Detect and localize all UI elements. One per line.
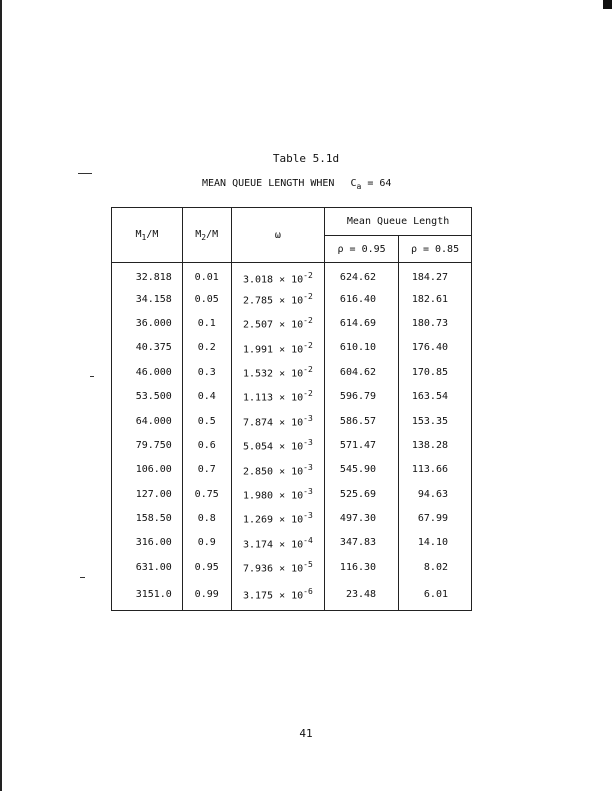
cell-queue-095: 616.40 [325,287,399,311]
condition-variable: $C_a$ [350,178,362,191]
header-m2: $M_2/M$ [182,208,231,263]
cell-m2: 0.4 [182,384,231,408]
cell-queue-085: 170.85 [399,360,472,384]
table-subtitle [202,178,391,191]
scan-edge-line [0,0,2,791]
table-row [112,409,472,433]
cell-queue-085: 138.28 [399,433,472,457]
table-row [112,263,472,287]
cell-m2: 0.95 [182,555,231,579]
cell-queue-095: 347.83 [325,531,399,555]
cell-queue-095: 497.30 [325,506,399,530]
table-row [112,506,472,530]
table-row [112,287,472,311]
cell-omega: $1.980 \times 10^{-3}$ [231,482,325,506]
cell-queue-095: 610.10 [325,336,399,360]
queue-length-table [111,207,472,618]
header-mean-queue-length: Mean Queue Length [325,208,472,236]
header-rho-085: ρ = 0.85 [399,236,472,263]
subtitle-text: MEAN QUEUE LENGTH WHEN [202,178,335,189]
cell-omega: $2.785 \times 10^{-2}$ [231,287,325,311]
cell-m2: 0.6 [182,433,231,457]
cell-omega: $3.174 \times 10^{-4}$ [231,531,325,555]
cell-queue-085: 180.73 [399,311,472,335]
cell-queue-095: 116.30 [325,555,399,579]
cell-omega: $1.532 \times 10^{-2}$ [231,360,325,384]
cell-m1: 127.00 [112,482,183,506]
cell-m2: 0.8 [182,506,231,530]
cell-m2: 0.1 [182,311,231,335]
header-omega: ω [231,208,325,263]
table-row [112,336,472,360]
table-body [112,263,472,611]
cell-queue-095: 525.69 [325,482,399,506]
cell-m2: 0.2 [182,336,231,360]
cell-omega: $1.269 \times 10^{-3}$ [231,506,325,530]
cell-m1: 316.00 [112,531,183,555]
cell-m1: 46.000 [112,360,183,384]
cell-m2: 0.5 [182,409,231,433]
cell-queue-085: 184.27 [399,263,472,287]
cell-queue-095: 604.62 [325,360,399,384]
table-row [112,360,472,384]
cell-queue-095: 586.57 [325,409,399,433]
cell-queue-085: 14.10 [399,531,472,555]
cell-m1: 64.000 [112,409,183,433]
cell-omega: $3.018 \times 10^{-2}$ [231,263,325,287]
cell-queue-095: 23.48 [325,580,399,611]
cell-m1: 106.00 [112,458,183,482]
cell-m1: 40.375 [112,336,183,360]
table-row [112,384,472,408]
scan-corner-mark [603,0,612,9]
cell-omega: $1.113 \times 10^{-2}$ [231,384,325,408]
page-number: 41 [299,727,313,740]
cell-m2: 0.05 [182,287,231,311]
table-row [112,433,472,457]
cell-queue-095: 596.79 [325,384,399,408]
cell-m1: 631.00 [112,555,183,579]
cell-omega: $7.936 \times 10^{-5}$ [231,555,325,579]
condition-value: = 64 [367,178,392,189]
table-row [112,555,472,579]
cell-m1: 34.158 [112,287,183,311]
cell-m2: 0.7 [182,458,231,482]
cell-m1: 32.818 [112,263,183,287]
cell-omega: $2.850 \times 10^{-3}$ [231,458,325,482]
cell-omega: $5.054 \times 10^{-3}$ [231,433,325,457]
table-title: Table 5.1d [272,152,340,165]
cell-omega: $2.507 \times 10^{-2}$ [231,311,325,335]
scan-speck [78,173,92,174]
cell-m2: 0.01 [182,263,231,287]
cell-queue-095: 545.90 [325,458,399,482]
cell-queue-085: 176.40 [399,336,472,360]
scan-speck [90,376,94,377]
cell-omega: $1.991 \times 10^{-2}$ [231,336,325,360]
cell-queue-085: 153.35 [399,409,472,433]
cell-queue-085: 163.54 [399,384,472,408]
cell-m1: 158.50 [112,506,183,530]
cell-omega: $7.874 \times 10^{-3}$ [231,409,325,433]
cell-m2: 0.3 [182,360,231,384]
cell-m2: 0.75 [182,482,231,506]
cell-m2: 0.99 [182,580,231,611]
cell-queue-085: 8.02 [399,555,472,579]
table-row [112,458,472,482]
cell-m1: 3151.0 [112,580,183,611]
cell-queue-085: 182.61 [399,287,472,311]
table-row [112,531,472,555]
cell-queue-085: 94.63 [399,482,472,506]
cell-queue-095: 624.62 [325,263,399,287]
header-rho-095: ρ = 0.95 [325,236,399,263]
cell-queue-085: 113.66 [399,458,472,482]
cell-m1: 53.500 [112,384,183,408]
table-row [112,311,472,335]
cell-omega: $3.175 \times 10^{-6}$ [231,580,325,611]
cell-queue-085: 6.01 [399,580,472,611]
cell-queue-085: 67.99 [399,506,472,530]
cell-queue-095: 614.69 [325,311,399,335]
cell-m1: 36.000 [112,311,183,335]
cell-m2: 0.9 [182,531,231,555]
header-m1: $M_1/M$ [112,208,183,263]
scan-speck [80,577,85,578]
table-row [112,580,472,611]
cell-m1: 79.750 [112,433,183,457]
table-row [112,482,472,506]
cell-queue-095: 571.47 [325,433,399,457]
